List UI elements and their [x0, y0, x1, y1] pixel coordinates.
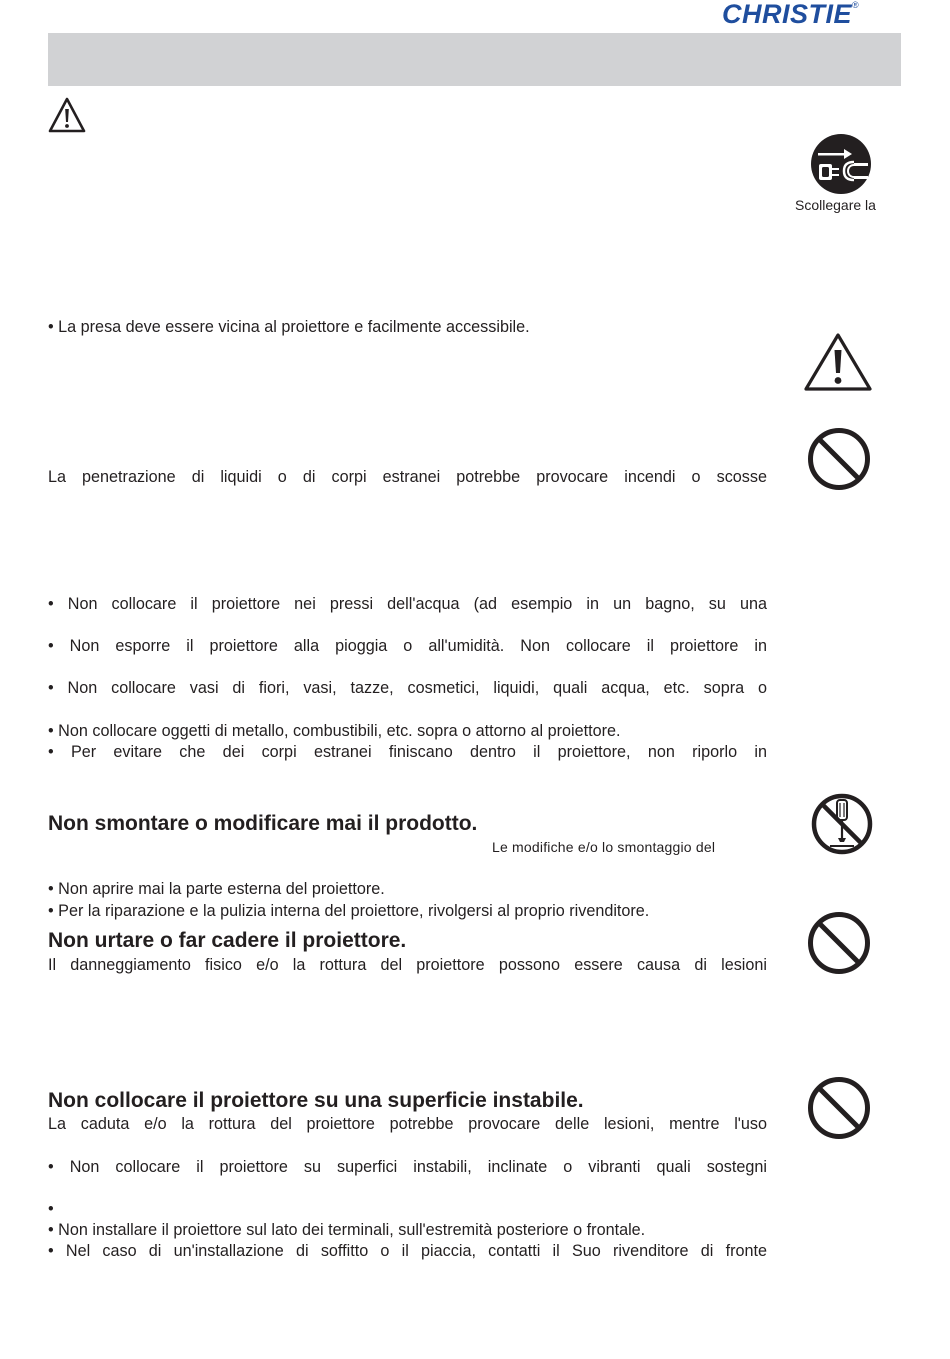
logo-text: CHRISTIE	[722, 0, 853, 29]
disassemble-bullet-1: • Non aprire mai la parte esterna del proiettore.	[48, 880, 385, 898]
unstable-bullet-1: • Non collocare il proiettore su superfici instabili, inclinate o vibranti quali sostegni	[48, 1158, 767, 1176]
unplug-power-icon	[810, 133, 872, 195]
header-bar	[48, 33, 901, 86]
unstable-bullet-4: • Nel caso di un'installazione di soffitto o il piaccia, contatti il Suo rivenditore di fronte	[48, 1242, 767, 1260]
disassemble-note: Le modifiche e/o lo smontaggio del	[492, 839, 716, 855]
foreign-bullet: • Per evitare che dei corpi estranei finiscano dentro il proiettore, non riporlo in	[48, 743, 767, 761]
unstable-bullet-3: • Non installare il proiettore sul lato dei terminali, sull'estremità posteriore o frontale.	[48, 1221, 646, 1239]
unplug-caption: Scollegare la	[795, 197, 876, 213]
drop-heading: Non urtare o far cadere il proiettore.	[48, 929, 407, 952]
prohibited-icon	[807, 1076, 871, 1140]
disassemble-bullet-2: • Per la riparazione e la pulizia interna del proiettore, rivolgersi al proprio rivenditore.	[48, 902, 650, 920]
unstable-text: La caduta e/o la rottura del proiettore potrebbe provocare delle lesioni, mentre l'uso	[48, 1115, 767, 1133]
prohibited-icon	[807, 427, 871, 491]
christie-logo	[722, 0, 902, 28]
metal-bullet: • Non collocare oggetti di metallo, combustibili, etc. sopra o attorno al proiettore.	[48, 722, 621, 740]
water-bullet: • Non collocare il proiettore nei pressi dell'acqua (ad esempio in un bagno, su una	[48, 595, 767, 613]
caution-triangle-icon	[803, 332, 873, 392]
prohibited-icon	[807, 911, 871, 975]
liquids-text: La penetrazione di liquidi o di corpi estranei potrebbe provocare incendi o scosse	[48, 468, 767, 486]
rain-bullet: • Non esporre il proiettore alla pioggia o all'umidità. Non collocare il proiettore in	[48, 637, 767, 655]
disassemble-heading: Non smontare o modificare mai il prodotto.	[48, 812, 478, 835]
warning-triangle-icon	[48, 97, 86, 133]
outlet-text: • La presa deve essere vicina al proiettore e facilmente accessibile.	[48, 318, 530, 336]
unstable-bullet-2: •	[48, 1200, 54, 1218]
drop-text: Il danneggiamento fisico e/o la rottura del proiettore possono essere causa di lesioni	[48, 956, 767, 974]
registered-mark: ®	[852, 0, 859, 10]
vases-bullet: • Non collocare vasi di fiori, vasi, tazze, cosmetici, liquidi, quali acqua, etc. sopra o	[48, 679, 767, 697]
no-disassembly-icon	[810, 792, 874, 856]
unstable-heading: Non collocare il proiettore su una superficie instabile.	[48, 1089, 584, 1112]
